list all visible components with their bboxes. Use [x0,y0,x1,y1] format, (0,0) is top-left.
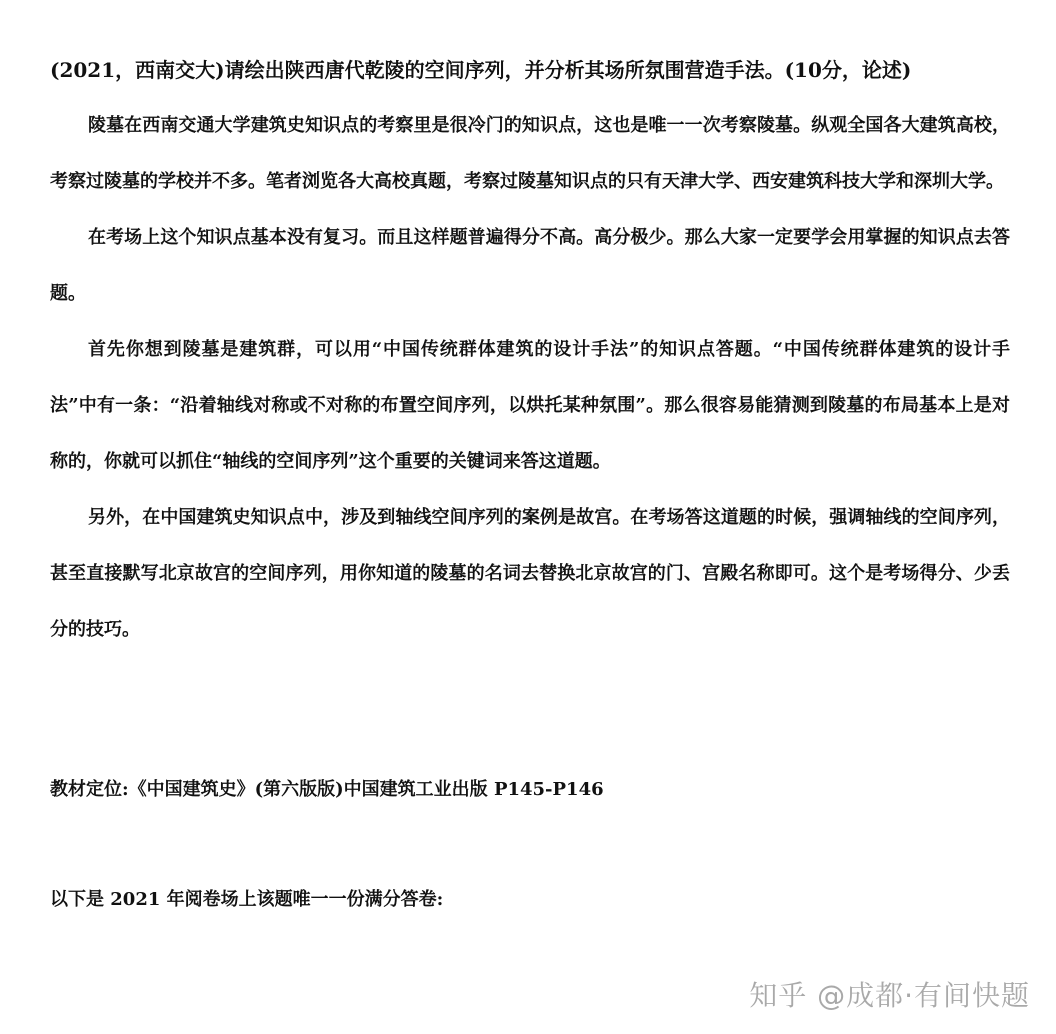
exam-question: (2021，西南交大)请绘出陕西唐代乾陵的空间序列，并分析其场所氛围营造手法。(10分，论述) [50,58,912,82]
zhihu-watermark: 知乎 @成都·有间快题 [749,979,1030,1012]
paragraph-2: 在考场上这个知识点基本没有复习。而且这样题普遍得分不高。高分极少。那么大家一定要学会用掌握的知识点去答题。 [50,227,1010,304]
paragraph-1: 陵墓在西南交通大学建筑史知识点的考察里是很冷门的知识点，这也是唯一一次考察陵墓。纵观全国各大建筑高校，考察过陵墓的学校并不多。笔者浏览各大高校真题，考察过陵墓知识点的只有天津大学、西安建筑科技大学和深圳大学。 [50,115,1010,192]
document-body [50,50,1010,658]
paragraph-3: 首先你想到陵墓是建筑群，可以用“中国传统群体建筑的设计手法”的知识点答题。“中国传统群体建筑的设计手法”中有一条：“沿着轴线对称或不对称的布置空间序列，以烘托某种氛围”。那么很容易能猜测到陵墓的布局基本上是对称的，你就可以抓住“轴线的空间序列”这个重要的关键词来答这道题。 [50,339,1010,472]
textbook-reference: 教材定位:《中国建筑史》(第六版版)中国建筑工业出版 P145-P146 [50,779,604,800]
answer-intro: 以下是 2021 年阅卷场上该题唯一一份满分答卷: [50,889,444,910]
paragraph-4: 另外，在中国建筑史知识点中，涉及到轴线空间序列的案例是故宫。在考场答这道题的时候，强调轴线的空间序列，甚至直接默写北京故宫的空间序列，用你知道的陵墓的名词去替换北京故宫的门、宫殿名称即可。这个是考场得分、少丢分的技巧。 [50,507,1010,640]
